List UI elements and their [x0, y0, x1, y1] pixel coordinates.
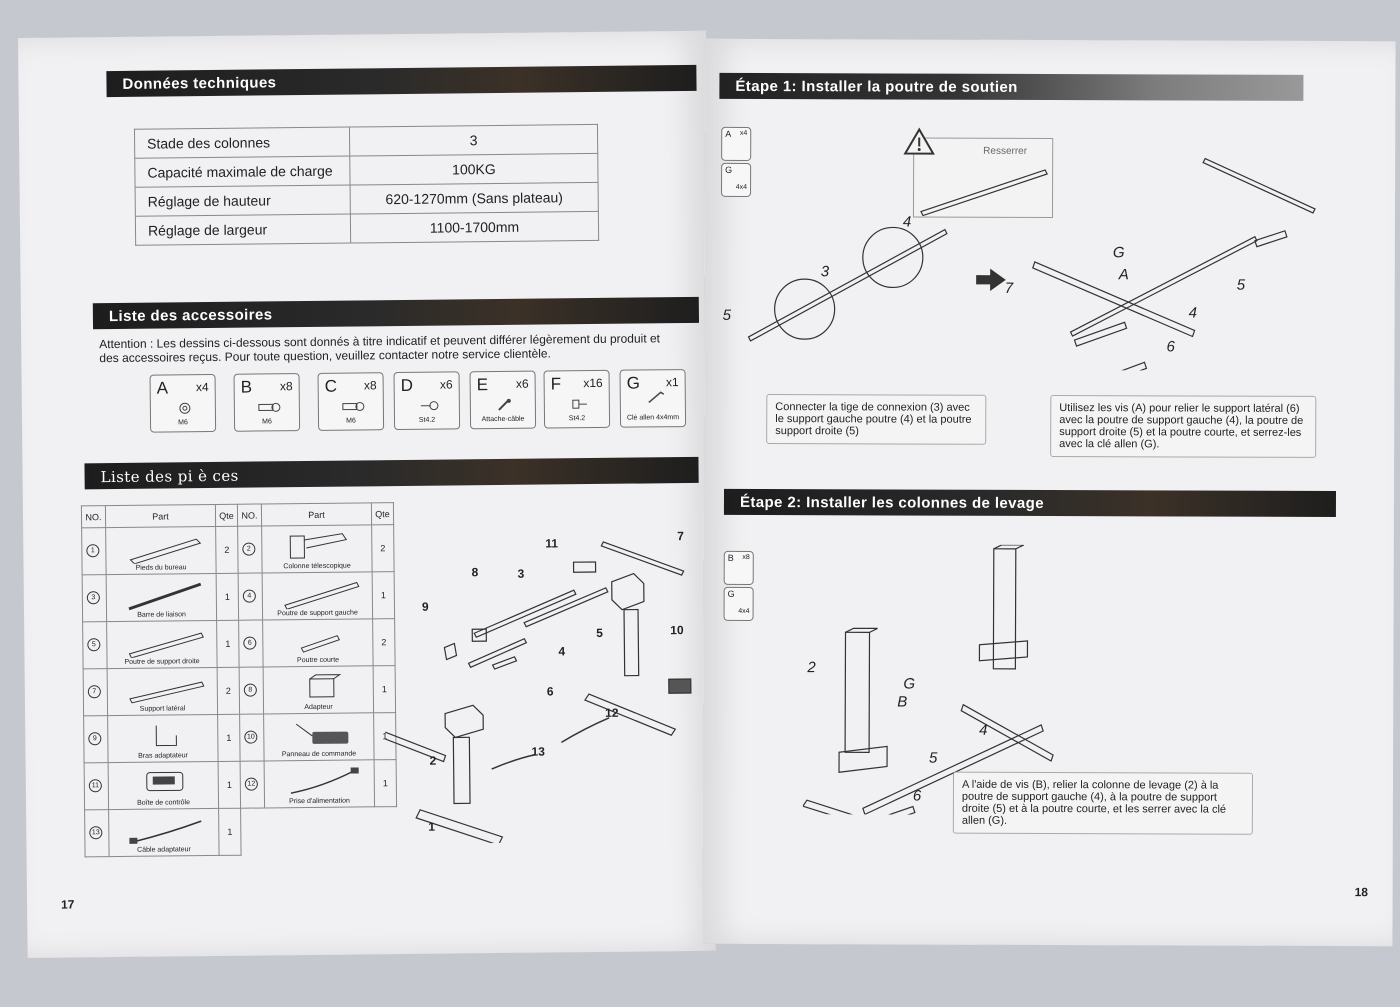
table-row: [82, 572, 394, 622]
badge-qty: x8: [742, 553, 750, 561]
accessory-qty: x4: [195, 380, 209, 395]
table-row: [135, 211, 598, 245]
part-name: Poutre courte: [296, 656, 340, 665]
adapter-cable-icon: [127, 815, 207, 846]
step1-label: G: [1112, 244, 1125, 262]
accessory-letter: D: [400, 375, 414, 396]
accessory-caption: St4.2: [418, 416, 436, 424]
step1-caption-1: Connecter la tige de connexion (3) avec le support gauche poutre (4) et la poutre support droite (5): [766, 394, 986, 445]
part-name: Boîte de contrôle: [137, 799, 191, 807]
accessory-d: [394, 371, 461, 430]
col-header: Part: [261, 503, 371, 526]
exploded-label: 10: [670, 623, 684, 638]
step2-label: B: [897, 693, 908, 711]
accessory-a: [150, 374, 217, 433]
tech-label: Réglage de hauteur: [135, 185, 350, 216]
badge-letter: G: [727, 588, 735, 599]
part-qty: 1: [374, 760, 396, 807]
col-header: NO.: [237, 504, 261, 526]
allen-key-icon: [643, 390, 667, 404]
accessory-caption: M6: [346, 417, 356, 425]
step1-label: 4: [902, 213, 912, 231]
part-qty: 1: [218, 761, 240, 808]
part-qty: 2: [372, 525, 394, 572]
bolt-icon: [341, 399, 365, 413]
cable-tie-icon: [493, 398, 517, 412]
part-name: Pieds du bureau: [135, 564, 187, 572]
badge-qty: 4x4: [735, 183, 748, 191]
table-row: [82, 525, 394, 575]
power-cable-icon: [283, 766, 363, 797]
part-number: 4: [243, 590, 256, 603]
accessory-b: [234, 373, 301, 432]
part-qty: 1: [373, 666, 395, 713]
step1-label: 4: [1188, 304, 1198, 322]
exploded-label: 11: [545, 536, 559, 551]
col-header: Part: [105, 504, 215, 527]
tech-value: 3: [349, 124, 597, 156]
part-name: Colonne télescopique: [283, 562, 351, 571]
step2-label: 2: [807, 659, 816, 677]
part-qty: 1: [219, 808, 241, 855]
part-number: 7: [88, 685, 101, 698]
accessory-c: [318, 372, 385, 431]
badge-letter: B: [727, 552, 734, 563]
step2-label: 4: [979, 721, 988, 739]
accessory-qty: x6: [439, 377, 453, 392]
part-name: Support latéral: [139, 705, 186, 713]
part-name: Poutre de support droite: [124, 658, 200, 666]
step1-label: 3: [820, 263, 830, 281]
accessory-letter: E: [476, 375, 489, 395]
exploded-label: 1: [428, 819, 436, 834]
part-name: Prise d'alimentation: [289, 797, 350, 806]
washer-icon: [173, 401, 197, 415]
part-name: Câble adaptateur: [137, 846, 191, 854]
step1-label: 5: [1236, 276, 1246, 294]
step1-label: 6: [1166, 338, 1175, 356]
step1-label: A: [1118, 266, 1129, 284]
accessory-qty: x8: [363, 378, 377, 393]
step2-caption: A l'aide de vis (B), relier la colonne de levage (2) à la poutre de support gauche (4), à la poutre de support droite (5) et à la poutre courte, et les serrer avec la clé allen (G).: [953, 772, 1253, 835]
part-qty: 1: [217, 620, 239, 667]
part-number: 10: [244, 731, 257, 744]
desk-foot-icon: [124, 533, 204, 564]
col-header: NO.: [81, 506, 105, 528]
part-qty: 1: [218, 714, 240, 761]
tech-value: 620-1270mm (Sans plateau): [350, 182, 598, 214]
tech-label: Réglage de largeur: [135, 214, 350, 245]
part-name: Barre de liaison: [137, 611, 186, 619]
accessory-f: [544, 370, 611, 429]
exploded-label: 5: [596, 625, 604, 640]
telescopic-column-icon: [280, 531, 360, 562]
step1-header: Étape 1: Installer la poutre de soutien: [719, 73, 1303, 101]
exploded-label: 6: [546, 684, 554, 699]
control-box-icon: [127, 768, 207, 799]
exploded-label: 13: [531, 744, 545, 759]
step2-label: G: [903, 675, 916, 693]
part-qty: 2: [216, 526, 238, 573]
accessory-qty: x16: [583, 375, 603, 391]
side-bracket-icon: [126, 674, 206, 705]
bolt-icon: [257, 400, 281, 414]
badge-qty: x4: [739, 129, 748, 137]
accessory-letter: G: [626, 373, 640, 393]
exploded-label: 7: [677, 529, 685, 544]
step2-label: 5: [929, 749, 938, 767]
accessory-caption: Attache-câble: [481, 415, 525, 424]
part-number: 13: [89, 826, 102, 839]
part-number: 8: [244, 684, 257, 697]
accessory-letter: F: [550, 374, 562, 394]
part-qty: 1: [372, 572, 394, 619]
exploded-label: 9: [421, 599, 429, 614]
accessories-header: Liste des accessoires: [93, 297, 699, 329]
step1-label: 7: [1004, 279, 1014, 297]
badge-letter: G: [725, 164, 733, 175]
accessory-letter: C: [324, 376, 338, 396]
part-number: 6: [243, 637, 256, 650]
table-header-row: [81, 503, 393, 528]
technical-table: [134, 124, 599, 246]
part-number: 11: [89, 779, 102, 792]
accessory-g: [620, 369, 687, 428]
parts-table: [81, 502, 398, 857]
part-number: 2: [242, 543, 255, 556]
part-qty: 1: [374, 713, 396, 760]
accessory-caption: M6: [262, 418, 272, 426]
table-row: [83, 666, 395, 716]
accessory-qty: x1: [665, 375, 679, 390]
step1-label: 5: [722, 306, 731, 324]
part-number: 1: [86, 544, 99, 557]
accessory-caption: M6: [178, 419, 188, 427]
accessory-e: [470, 371, 537, 430]
table-row: [84, 760, 396, 810]
badge-g-step2: [724, 587, 754, 621]
part-number: 9: [88, 732, 101, 745]
parts-list-header: Liste des pi è ces: [84, 457, 698, 489]
badge-b: [724, 551, 754, 585]
warning-label: Resserrer: [983, 145, 1028, 157]
part-qty: 2: [217, 667, 239, 714]
tech-value: 100KG: [350, 153, 598, 185]
adapter-arm-icon: [126, 721, 206, 752]
col-header: Qte: [215, 504, 237, 526]
part-number: 3: [87, 591, 100, 604]
accessory-caption: St4.2: [568, 415, 586, 423]
step2-header: Étape 2: Installer les colonnes de levage: [724, 489, 1336, 517]
part-name: Panneau de commande: [281, 750, 357, 759]
technical-data-header: Données techniques: [106, 65, 696, 97]
left-page: [18, 31, 716, 958]
screw-icon: [567, 397, 591, 411]
right-page: [702, 39, 1395, 946]
part-name: Poutre de support gauche: [277, 609, 358, 618]
tech-label: Capacité maximale de charge: [135, 156, 350, 187]
control-panel-icon: [282, 719, 362, 750]
accessory-qty: x6: [515, 376, 529, 391]
short-beam-icon: [281, 625, 361, 656]
exploded-label: 12: [605, 705, 619, 720]
screw-icon: [417, 399, 441, 413]
accessory-letter: B: [240, 377, 253, 397]
accessories-note: Attention : Les dessins ci-dessous sont donnés à titre indicatif et peuvent différer légèrement du produit et des accessoires reçus. Pour toute question, veuillez contacter notre service clientèle.: [99, 331, 661, 366]
page-number: 18: [1354, 885, 1368, 900]
tech-value: 1100-1700mm: [350, 211, 598, 243]
exploded-label: 3: [517, 566, 525, 581]
part-number: 5: [87, 638, 100, 651]
connecting-bar-icon: [125, 580, 205, 611]
accessory-letter: A: [156, 378, 169, 398]
page-number: 17: [61, 897, 75, 912]
table-row: [85, 807, 397, 857]
adapter-icon: [282, 672, 362, 703]
part-qty: 2: [373, 619, 395, 666]
support-beam-icon: [125, 627, 205, 658]
accessory-qty: x8: [279, 379, 293, 394]
badge-letter: A: [725, 128, 732, 139]
step1-caption-2: Utilisez les vis (A) pour relier le support latéral (6) avec la poutre de support gauche (4), la poutre de support droite (5) et la poutre courte, et serrez-les avec la clé allen (G).: [1050, 395, 1316, 458]
part-number: 12: [245, 778, 258, 791]
step1-diagram: [724, 139, 1325, 371]
part-qty: 1: [216, 573, 238, 620]
part-name: Bras adaptateur: [138, 752, 188, 760]
part-name: Adapteur: [304, 703, 333, 712]
exploded-view-diagram: [383, 521, 696, 844]
tech-label: Stade des colonnes: [134, 127, 349, 158]
exploded-label: 8: [471, 565, 479, 580]
table-row: [83, 619, 395, 669]
support-beam-icon: [281, 578, 361, 609]
exploded-label: 2: [429, 753, 437, 768]
exploded-label: 4: [558, 644, 566, 659]
table-row: [84, 713, 396, 763]
badge-qty: 4x4: [738, 607, 750, 615]
col-header: Qte: [371, 503, 393, 525]
step2-label: 6: [912, 787, 922, 805]
accessory-caption: Clé allen 4x4mm: [626, 414, 680, 422]
